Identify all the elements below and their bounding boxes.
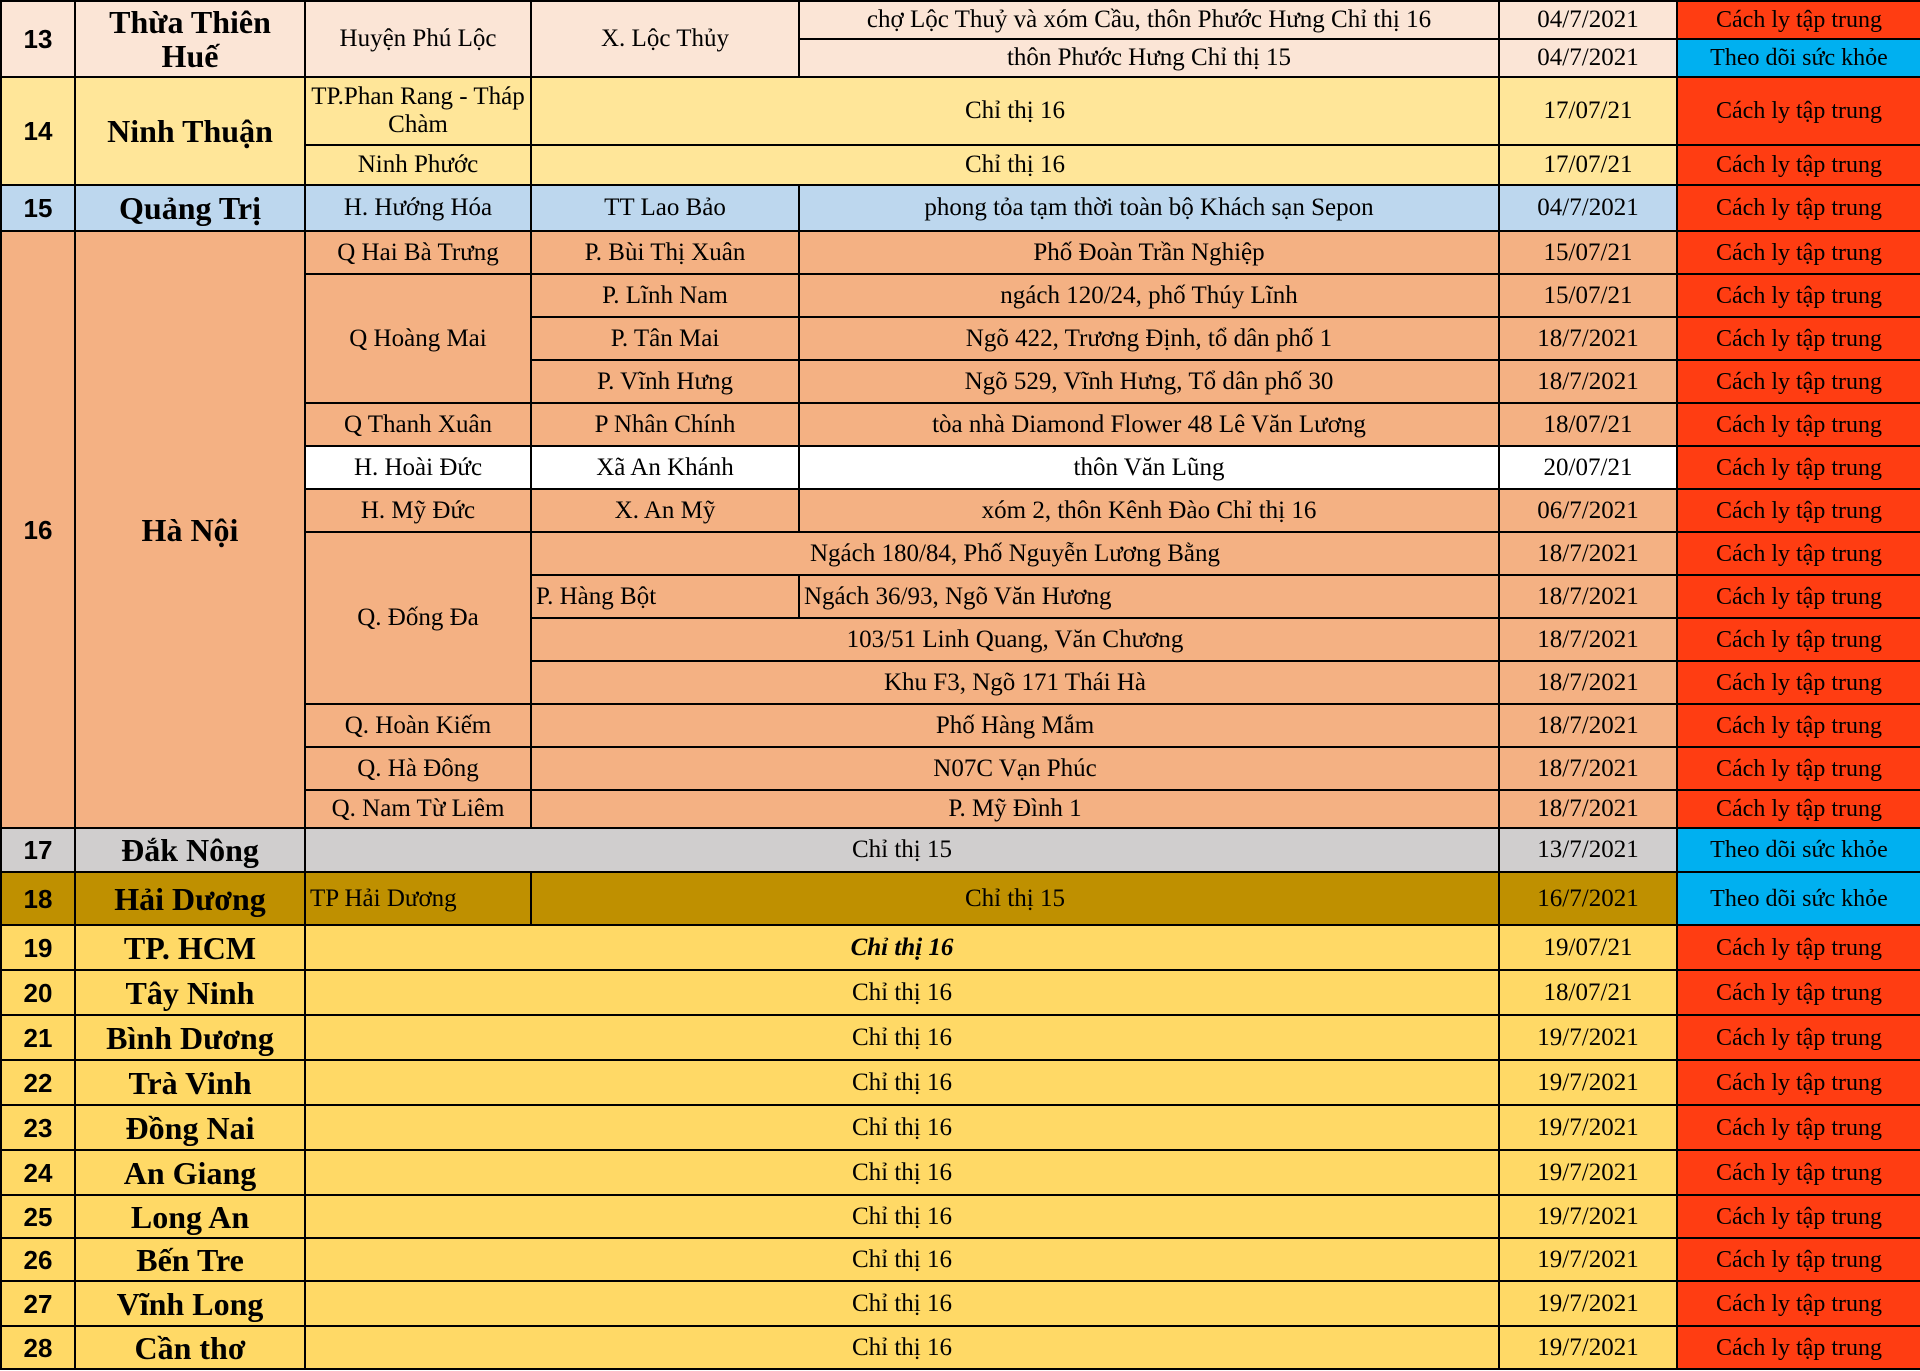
status-badge: Theo dõi sức khỏe xyxy=(1677,872,1920,925)
row-number: 16 xyxy=(1,231,75,828)
status-badge: Cách ly tập trung xyxy=(1677,360,1920,403)
status-badge: Cách ly tập trung xyxy=(1677,317,1920,360)
location-cell: Chỉ thị 16 xyxy=(305,1060,1499,1105)
location-cell: Chỉ thị 16 xyxy=(305,1281,1499,1326)
date-cell: 18/7/2021 xyxy=(1499,618,1677,661)
location-cell: Chỉ thị 16 xyxy=(305,1105,1499,1150)
row-number: 22 xyxy=(1,1060,75,1105)
location-cell: Khu F3, Ngõ 171 Thái Hà xyxy=(531,661,1499,704)
province-name: Ninh Thuận xyxy=(75,77,305,185)
ward-cell: X. An Mỹ xyxy=(531,489,799,532)
status-badge: Theo dõi sức khỏe xyxy=(1677,828,1920,872)
district-cell: Q Thanh Xuân xyxy=(305,403,531,446)
province-name: TP. HCM xyxy=(75,925,305,970)
province-name: Bình Dương xyxy=(75,1015,305,1060)
status-badge: Cách ly tập trung xyxy=(1677,1238,1920,1281)
province-name: Đồng Nai xyxy=(75,1105,305,1150)
location-cell: Phố Đoàn Trần Nghiệp xyxy=(799,231,1499,274)
row-number: 27 xyxy=(1,1281,75,1326)
date-cell: 06/7/2021 xyxy=(1499,489,1677,532)
date-cell: 04/7/2021 xyxy=(1499,185,1677,231)
status-badge: Theo dõi sức khỏe xyxy=(1677,39,1920,77)
row-number: 23 xyxy=(1,1105,75,1150)
location-cell: Chỉ thị 16 xyxy=(305,1195,1499,1238)
district-cell: Huyện Phú Lộc xyxy=(305,1,531,77)
date-cell: 18/07/21 xyxy=(1499,403,1677,446)
table-row xyxy=(1,1326,1920,1369)
table-row xyxy=(1,1150,1920,1195)
ward-cell: X. Lộc Thủy xyxy=(531,1,799,77)
location-cell: Chỉ thị 16 xyxy=(305,970,1499,1015)
location-cell: Chỉ thị 15 xyxy=(305,828,1499,872)
location-cell: Chỉ thị 16 xyxy=(531,77,1499,145)
table-row xyxy=(1,1015,1920,1060)
date-cell: 19/7/2021 xyxy=(1499,1238,1677,1281)
date-cell: 13/7/2021 xyxy=(1499,828,1677,872)
status-badge: Cách ly tập trung xyxy=(1677,1015,1920,1060)
date-cell: 18/7/2021 xyxy=(1499,661,1677,704)
location-cell: Chỉ thị 16 xyxy=(305,925,1499,970)
table-row xyxy=(1,970,1920,1015)
status-badge: Cách ly tập trung xyxy=(1677,790,1920,828)
location-cell: Chỉ thị 16 xyxy=(305,1015,1499,1060)
location-cell: Ngách 36/93, Ngõ Văn Hương xyxy=(799,575,1499,618)
district-cell: H. Hoài Đức xyxy=(305,446,531,489)
status-badge: Cách ly tập trung xyxy=(1677,661,1920,704)
row-number: 19 xyxy=(1,925,75,970)
date-cell: 16/7/2021 xyxy=(1499,872,1677,925)
date-cell: 17/07/21 xyxy=(1499,77,1677,145)
date-cell: 04/7/2021 xyxy=(1499,1,1677,39)
status-badge: Cách ly tập trung xyxy=(1677,532,1920,575)
date-cell: 19/7/2021 xyxy=(1499,1195,1677,1238)
row-number: 14 xyxy=(1,77,75,185)
status-badge: Cách ly tập trung xyxy=(1677,1326,1920,1369)
province-name: Cần thơ xyxy=(75,1326,305,1369)
row-number: 15 xyxy=(1,185,75,231)
ward-cell: P. Hàng Bột xyxy=(531,575,799,618)
date-cell: 18/7/2021 xyxy=(1499,317,1677,360)
row-number: 17 xyxy=(1,828,75,872)
date-cell: 18/7/2021 xyxy=(1499,790,1677,828)
date-cell: 18/7/2021 xyxy=(1499,360,1677,403)
table-row xyxy=(1,231,1920,274)
ward-cell: P. Bùi Thị Xuân xyxy=(531,231,799,274)
row-number: 24 xyxy=(1,1150,75,1195)
table-row xyxy=(1,925,1920,970)
location-cell: thôn Văn Lũng xyxy=(799,446,1499,489)
row-number: 26 xyxy=(1,1238,75,1281)
status-badge: Cách ly tập trung xyxy=(1677,704,1920,747)
date-cell: 19/7/2021 xyxy=(1499,1326,1677,1369)
status-badge: Cách ly tập trung xyxy=(1677,145,1920,185)
date-cell: 18/07/21 xyxy=(1499,970,1677,1015)
location-cell: Chỉ thị 15 xyxy=(531,872,1499,925)
location-cell: phong tỏa tạm thời toàn bộ Khách sạn Sepon xyxy=(799,185,1499,231)
district-cell: TP.Phan Rang - Tháp Chàm xyxy=(305,77,531,145)
date-cell: 20/07/21 xyxy=(1499,446,1677,489)
row-number: 20 xyxy=(1,970,75,1015)
row-number: 13 xyxy=(1,1,75,77)
status-badge: Cách ly tập trung xyxy=(1677,403,1920,446)
ward-cell: TT Lao Bảo xyxy=(531,185,799,231)
status-badge: Cách ly tập trung xyxy=(1677,747,1920,790)
location-cell: chợ Lộc Thuỷ và xóm Cầu, thôn Phước Hưng Chỉ thị 16 xyxy=(799,1,1499,39)
date-cell: 19/7/2021 xyxy=(1499,1281,1677,1326)
province-name: Bến Tre xyxy=(75,1238,305,1281)
location-cell: Chỉ thị 16 xyxy=(305,1326,1499,1369)
date-cell: 17/07/21 xyxy=(1499,145,1677,185)
province-name: Hải Dương xyxy=(75,872,305,925)
row-number: 28 xyxy=(1,1326,75,1369)
status-badge: Cách ly tập trung xyxy=(1677,925,1920,970)
district-cell: Q. Nam Từ Liêm xyxy=(305,790,531,828)
location-cell: Ngõ 529, Vĩnh Hưng, Tổ dân phố 30 xyxy=(799,360,1499,403)
location-cell: Chỉ thị 16 xyxy=(305,1238,1499,1281)
province-name: Long An xyxy=(75,1195,305,1238)
date-cell: 15/07/21 xyxy=(1499,231,1677,274)
location-cell: xóm 2, thôn Kênh Đào Chỉ thị 16 xyxy=(799,489,1499,532)
location-cell: N07C Vạn Phúc xyxy=(531,747,1499,790)
location-cell: 103/51 Linh Quang, Văn Chương xyxy=(531,618,1499,661)
table-row xyxy=(1,1060,1920,1105)
district-cell: H. Hướng Hóa xyxy=(305,185,531,231)
district-cell: TP Hải Dương xyxy=(305,872,531,925)
status-badge: Cách ly tập trung xyxy=(1677,446,1920,489)
location-cell: tòa nhà Diamond Flower 48 Lê Văn Lương xyxy=(799,403,1499,446)
table-row xyxy=(1,872,1920,925)
row-number: 18 xyxy=(1,872,75,925)
district-cell: Q. Đống Đa xyxy=(305,532,531,704)
province-name: An Giang xyxy=(75,1150,305,1195)
location-cell: Phố Hàng Mắm xyxy=(531,704,1499,747)
table-row xyxy=(1,185,1920,231)
date-cell: 04/7/2021 xyxy=(1499,39,1677,77)
district-cell: Ninh Phước xyxy=(305,145,531,185)
status-badge: Cách ly tập trung xyxy=(1677,77,1920,145)
district-cell: Q. Hà Đông xyxy=(305,747,531,790)
location-cell: ngách 120/24, phố Thúy Lĩnh xyxy=(799,274,1499,317)
date-cell: 19/7/2021 xyxy=(1499,1015,1677,1060)
location-cell: thôn Phước Hưng Chỉ thị 15 xyxy=(799,39,1499,77)
province-name: Trà Vinh xyxy=(75,1060,305,1105)
location-cell: Chỉ thị 16 xyxy=(305,1150,1499,1195)
date-cell: 19/7/2021 xyxy=(1499,1150,1677,1195)
status-badge: Cách ly tập trung xyxy=(1677,575,1920,618)
table-row xyxy=(1,1105,1920,1150)
date-cell: 18/7/2021 xyxy=(1499,575,1677,618)
status-badge: Cách ly tập trung xyxy=(1677,489,1920,532)
status-badge: Cách ly tập trung xyxy=(1677,274,1920,317)
district-cell: Q Hoàng Mai xyxy=(305,274,531,403)
location-cell: Ngõ 422, Trương Định, tổ dân phố 1 xyxy=(799,317,1499,360)
province-name: Thừa Thiên Huế xyxy=(75,1,305,77)
location-cell: Chỉ thị 16 xyxy=(531,145,1499,185)
province-name: Quảng Trị xyxy=(75,185,305,231)
status-badge: Cách ly tập trung xyxy=(1677,185,1920,231)
status-badge: Cách ly tập trung xyxy=(1677,1060,1920,1105)
status-badge: Cách ly tập trung xyxy=(1677,1150,1920,1195)
row-number: 21 xyxy=(1,1015,75,1060)
table-row xyxy=(1,1,1920,39)
table-row xyxy=(1,828,1920,872)
district-cell: Q. Hoàn Kiếm xyxy=(305,704,531,747)
ward-cell: P. Lĩnh Nam xyxy=(531,274,799,317)
date-cell: 19/7/2021 xyxy=(1499,1060,1677,1105)
row-number: 25 xyxy=(1,1195,75,1238)
ward-cell: Xã An Khánh xyxy=(531,446,799,489)
status-badge: Cách ly tập trung xyxy=(1677,1105,1920,1150)
province-name: Vĩnh Long xyxy=(75,1281,305,1326)
status-badge: Cách ly tập trung xyxy=(1677,1281,1920,1326)
district-cell: H. Mỹ Đức xyxy=(305,489,531,532)
table-row xyxy=(1,1238,1920,1281)
province-name: Hà Nội xyxy=(75,231,305,828)
date-cell: 18/7/2021 xyxy=(1499,532,1677,575)
status-badge: Cách ly tập trung xyxy=(1677,1,1920,39)
date-cell: 15/07/21 xyxy=(1499,274,1677,317)
ward-cell: P. Tân Mai xyxy=(531,317,799,360)
location-cell: Ngách 180/84, Phố Nguyễn Lương Bằng xyxy=(531,532,1499,575)
status-badge: Cách ly tập trung xyxy=(1677,231,1920,274)
province-name: Đắk Nông xyxy=(75,828,305,872)
table-row xyxy=(1,77,1920,145)
status-badge: Cách ly tập trung xyxy=(1677,1195,1920,1238)
location-cell: P. Mỹ Đình 1 xyxy=(531,790,1499,828)
province-name: Tây Ninh xyxy=(75,970,305,1015)
date-cell: 19/7/2021 xyxy=(1499,1105,1677,1150)
district-cell: Q Hai Bà Trưng xyxy=(305,231,531,274)
date-cell: 18/7/2021 xyxy=(1499,747,1677,790)
status-badge: Cách ly tập trung xyxy=(1677,970,1920,1015)
ward-cell: P Nhân Chính xyxy=(531,403,799,446)
table-row xyxy=(1,1195,1920,1238)
date-cell: 19/07/21 xyxy=(1499,925,1677,970)
status-badge: Cách ly tập trung xyxy=(1677,618,1920,661)
ward-cell: P. Vĩnh Hưng xyxy=(531,360,799,403)
table-row xyxy=(1,1281,1920,1326)
date-cell: 18/7/2021 xyxy=(1499,704,1677,747)
